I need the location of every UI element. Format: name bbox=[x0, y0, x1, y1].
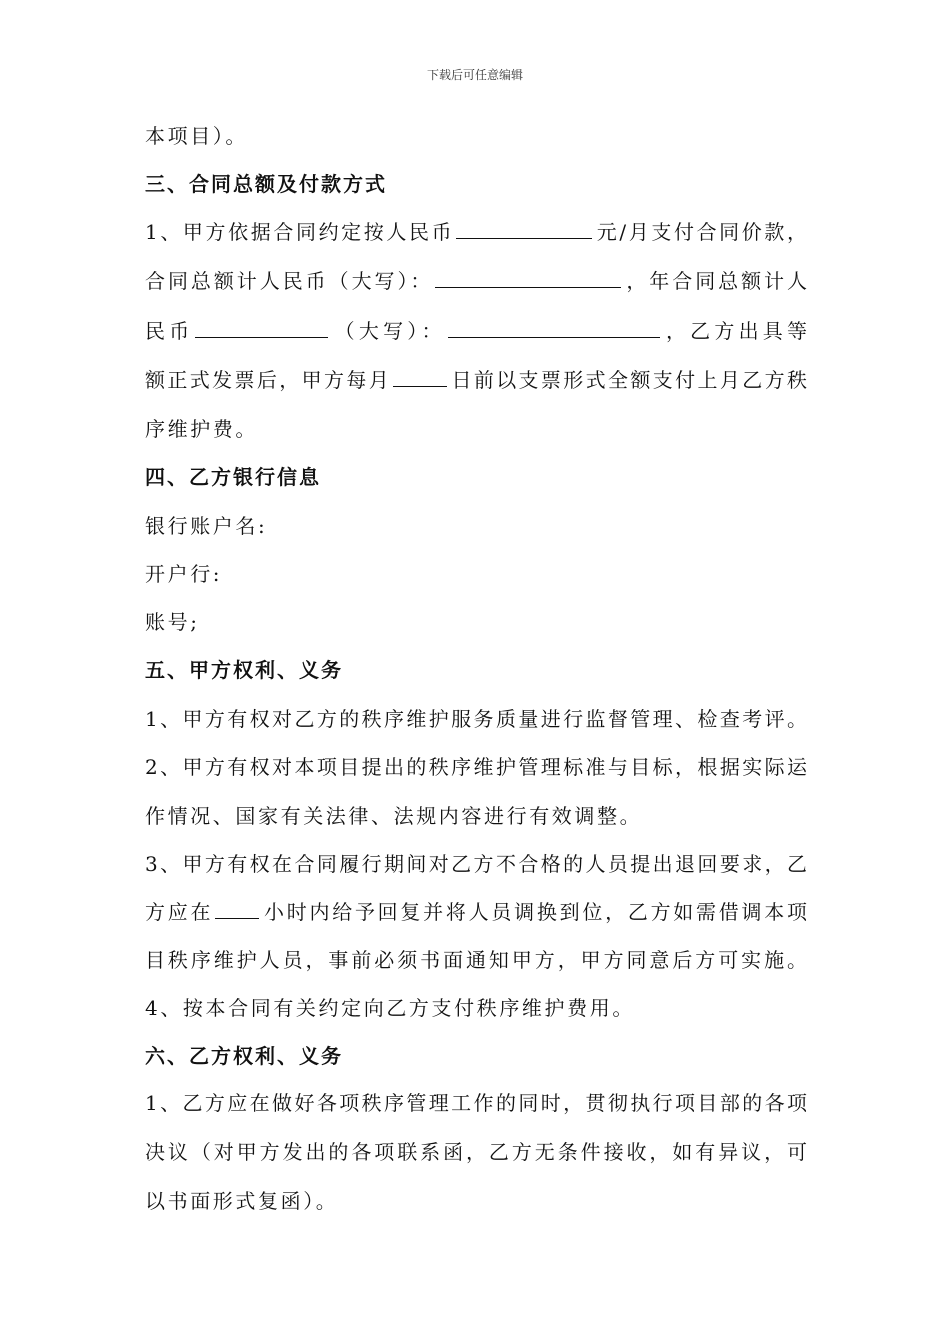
text-segment: 小时内给予回复并将人员调换到位，乙方如需借调本项 bbox=[261, 900, 808, 924]
text-segment: 1、甲方依据合同约定按人民币 bbox=[145, 220, 455, 244]
text-segment: 日前以支票形式全额支付上月乙方秩 bbox=[449, 368, 808, 392]
page-header: 下载后可任意编辑 bbox=[426, 68, 523, 82]
fill-blank-total-amount-words[interactable] bbox=[435, 267, 621, 288]
bank-account-name-label: 银行账户名: bbox=[145, 514, 268, 538]
section-heading-party-a: 五、甲方权利、义务 bbox=[145, 658, 343, 682]
fill-blank-annual-amount[interactable] bbox=[195, 317, 328, 338]
text-segment: 合同总额计人民币（大写）： bbox=[145, 269, 434, 293]
section-heading-bank-info: 四、乙方银行信息 bbox=[145, 465, 321, 489]
bank-account-number-label: 账号; bbox=[145, 610, 200, 634]
paragraph-line bbox=[145, 317, 807, 345]
section-heading-payment: 三、合同总额及付款方式 bbox=[145, 172, 387, 196]
paragraph-line: 以书面形式复函）。 bbox=[145, 1189, 339, 1213]
text-segment: 民币 bbox=[145, 319, 194, 343]
paragraph-line: 目秩序维护人员，事前必须书面通知甲方，甲方同意后方可实施。 bbox=[145, 948, 807, 972]
paragraph-line bbox=[145, 898, 807, 926]
paragraph-line: 决议（对甲方发出的各项联系函，乙方无条件接收，如有异议，可 bbox=[145, 1140, 807, 1164]
paragraph-line: 作情况、国家有关法律、法规内容进行有效调整。 bbox=[145, 804, 643, 828]
paragraph-line: 2、甲方有权对本项目提出的秩序维护管理标准与目标，根据实际运 bbox=[145, 755, 807, 779]
fill-blank-response-hours[interactable] bbox=[215, 898, 259, 919]
bank-branch-label: 开户行: bbox=[145, 562, 223, 586]
paragraph-line: 序维护费。 bbox=[145, 417, 258, 441]
fill-blank-annual-amount-words[interactable] bbox=[448, 317, 660, 338]
section-heading-party-b: 六、乙方权利、义务 bbox=[145, 1044, 343, 1068]
text-segment: （大写）： bbox=[330, 319, 446, 343]
paragraph-line: 1、甲方有权对乙方的秩序维护服务质量进行监督管理、检查考评。 bbox=[145, 707, 807, 731]
text-segment: ，乙方出具等 bbox=[661, 319, 808, 343]
paragraph-line: 4、按本合同有关约定向乙方支付秩序维护费用。 bbox=[145, 996, 635, 1020]
paragraph-line: 1、乙方应在做好各项秩序管理工作的同时，贯彻执行项目部的各项 bbox=[145, 1091, 807, 1115]
fill-blank-monthly-amount[interactable] bbox=[456, 218, 592, 239]
text-segment: 元/月支付合同价款， bbox=[594, 220, 807, 244]
paragraph-line: 3、甲方有权在合同履行期间对乙方不合格的人员提出退回要求，乙 bbox=[145, 852, 807, 876]
fill-blank-payment-day[interactable] bbox=[393, 366, 447, 387]
text-segment: 方应在 bbox=[145, 900, 214, 924]
text-segment: ，年合同总额计人 bbox=[623, 269, 808, 293]
paragraph-line bbox=[145, 218, 807, 246]
paragraph-line bbox=[145, 267, 807, 295]
text-segment: 额正式发票后，甲方每月 bbox=[145, 368, 392, 392]
paragraph-line bbox=[145, 366, 807, 394]
paragraph-line: 本项目）。 bbox=[145, 124, 248, 148]
